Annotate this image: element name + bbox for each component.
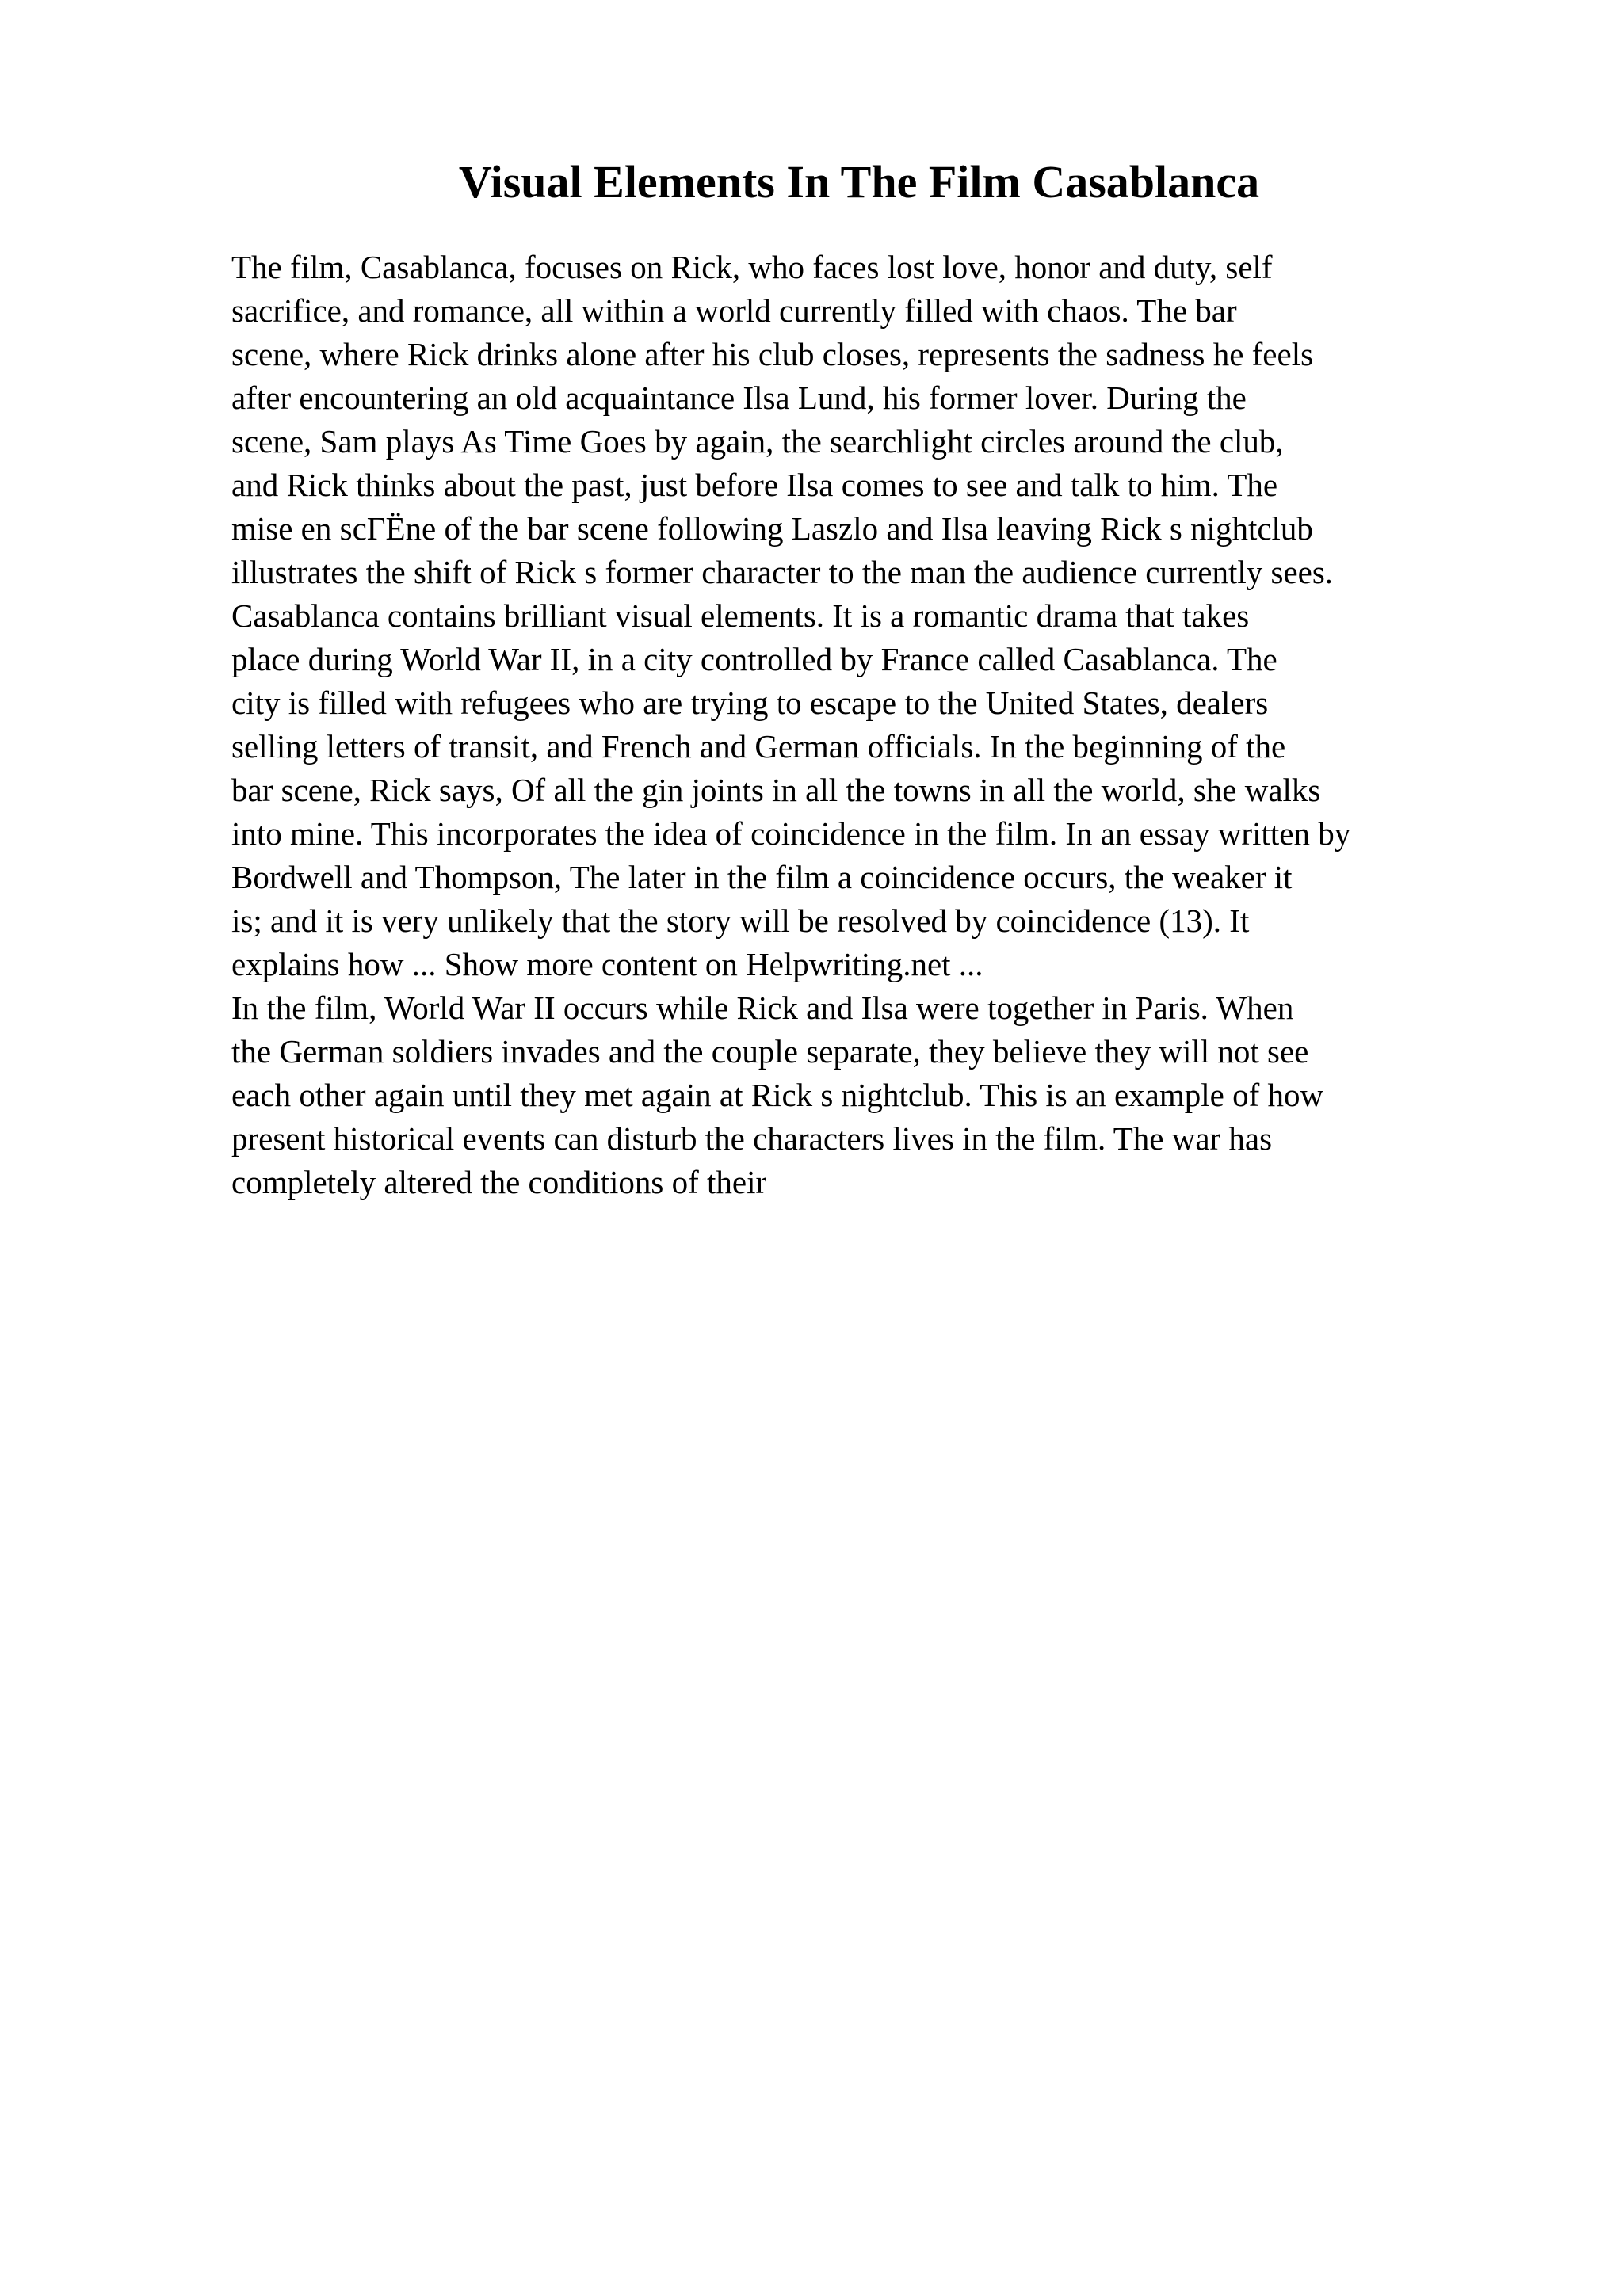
document-body xyxy=(231,246,1579,1204)
body-line: after encountering an old acquaintance Ilsa Lund, his former lover. During the xyxy=(231,379,1247,416)
body-line: into mine. This incorporates the idea of coincidence in the film. In an essay written by xyxy=(231,815,1351,852)
body-line: is; and it is very unlikely that the story will be resolved by coincidence (13). It xyxy=(231,902,1250,939)
body-line: completely altered the conditions of their xyxy=(231,1164,767,1200)
body-line: the German soldiers invades and the couple separate, they believe they will not see xyxy=(231,1033,1309,1070)
body-line: In the film, World War II occurs while Rick and Ilsa were together in Paris. When xyxy=(231,990,1294,1026)
body-line: sacrifice, and romance, all within a world currently filled with chaos. The bar xyxy=(231,292,1237,329)
body-line: city is filled with refugees who are trying to escape to the United States, dealers xyxy=(231,685,1269,721)
body-line: Bordwell and Thompson, The later in the film a coincidence occurs, the weaker it xyxy=(231,859,1293,895)
body-line: The film, Casablanca, focuses on Rick, who faces lost love, honor and duty, self xyxy=(231,249,1273,285)
body-line: present historical events can disturb the characters lives in the film. The war has xyxy=(231,1120,1273,1157)
body-line: each other again until they met again at Rick s nightclub. This is an example of how xyxy=(231,1077,1324,1113)
body-line: scene, Sam plays As Time Goes by again, the searchlight circles around the club, xyxy=(231,423,1284,460)
body-line: bar scene, Rick says, Of all the gin joints in all the towns in all the world, she walks xyxy=(231,772,1321,808)
body-line: and Rick thinks about the past, just before Ilsa comes to see and talk to him. The xyxy=(231,467,1278,503)
body-line: mise en scГЁne of the bar scene following Laszlo and Ilsa leaving Rick s nightclub xyxy=(231,510,1313,547)
body-line: scene, where Rick drinks alone after his club closes, represents the sadness he feels xyxy=(231,336,1314,372)
body-line: Casablanca contains brilliant visual elements. It is a romantic drama that takes xyxy=(231,597,1250,634)
body-line: selling letters of transit, and French and German officials. In the beginning of the xyxy=(231,728,1286,765)
body-line: place during World War II, in a city controlled by France called Casablanca. The xyxy=(231,641,1277,677)
body-line: illustrates the shift of Rick s former character to the man the audience currently sees. xyxy=(231,554,1334,590)
body-line: explains how ... Show more content on Helpwriting.net ... xyxy=(231,946,983,982)
document-title: Visual Elements In The Film Casablanca xyxy=(458,156,1260,208)
